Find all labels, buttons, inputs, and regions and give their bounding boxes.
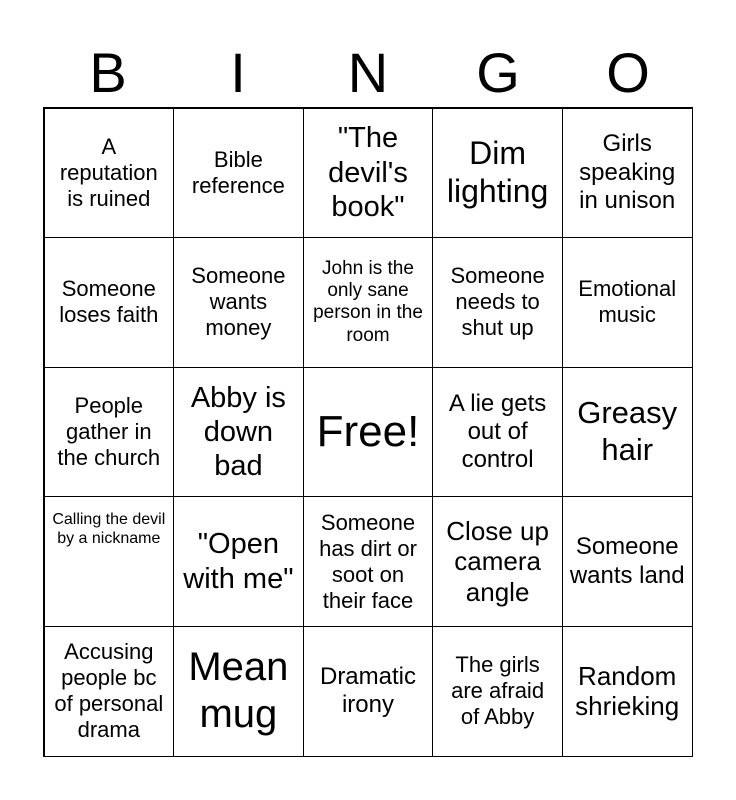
header-letter-b: B	[89, 41, 127, 104]
bingo-cell[interactable]: Dramatic irony	[303, 626, 434, 757]
header-letter-g: G	[476, 41, 520, 104]
bingo-cell[interactable]: John is the only sane person in the room	[303, 237, 434, 368]
bingo-cell[interactable]: The girls are afraid of Abby	[432, 626, 563, 757]
bingo-header	[43, 38, 693, 108]
bingo-cell[interactable]: "Open with me"	[173, 496, 304, 627]
bingo-cell[interactable]: A lie gets out of control	[432, 367, 563, 498]
bingo-cell[interactable]: Someone wants money	[173, 237, 304, 368]
bingo-cell[interactable]: Greasy hair	[562, 367, 693, 498]
bingo-cell[interactable]: Bible reference	[173, 108, 304, 239]
header-letter-o: O	[606, 41, 650, 104]
bingo-cell[interactable]: Someone has dirt or soot on their face	[303, 496, 434, 627]
bingo-cell[interactable]: Calling the devil by a nickname	[44, 496, 175, 627]
bingo-cell[interactable]: Girls speaking in unison	[562, 108, 693, 239]
bingo-grid	[43, 107, 693, 757]
bingo-cell[interactable]: Mean mug	[173, 626, 304, 757]
bingo-cell[interactable]: Dim lighting	[432, 108, 563, 239]
bingo-cell-free[interactable]: Free!	[303, 367, 434, 498]
bingo-cell[interactable]: Someone loses faith	[44, 237, 175, 368]
bingo-cell[interactable]: Random shrieking	[562, 626, 693, 757]
bingo-cell[interactable]: Abby is down bad	[173, 367, 304, 498]
bingo-cell[interactable]: "The devil's book"	[303, 108, 434, 239]
bingo-cell[interactable]: Emotional music	[562, 237, 693, 368]
header-letter-i: I	[230, 41, 246, 104]
bingo-cell[interactable]: People gather in the church	[44, 367, 175, 498]
bingo-cell[interactable]: Accusing people bc of personal drama	[44, 626, 175, 757]
bingo-cell[interactable]: Someone needs to shut up	[432, 237, 563, 368]
bingo-cell[interactable]: Close up camera angle	[432, 496, 563, 627]
bingo-cell[interactable]: A reputation is ruined	[44, 108, 175, 239]
bingo-cell[interactable]: Someone wants land	[562, 496, 693, 627]
header-letter-n: N	[347, 41, 389, 104]
